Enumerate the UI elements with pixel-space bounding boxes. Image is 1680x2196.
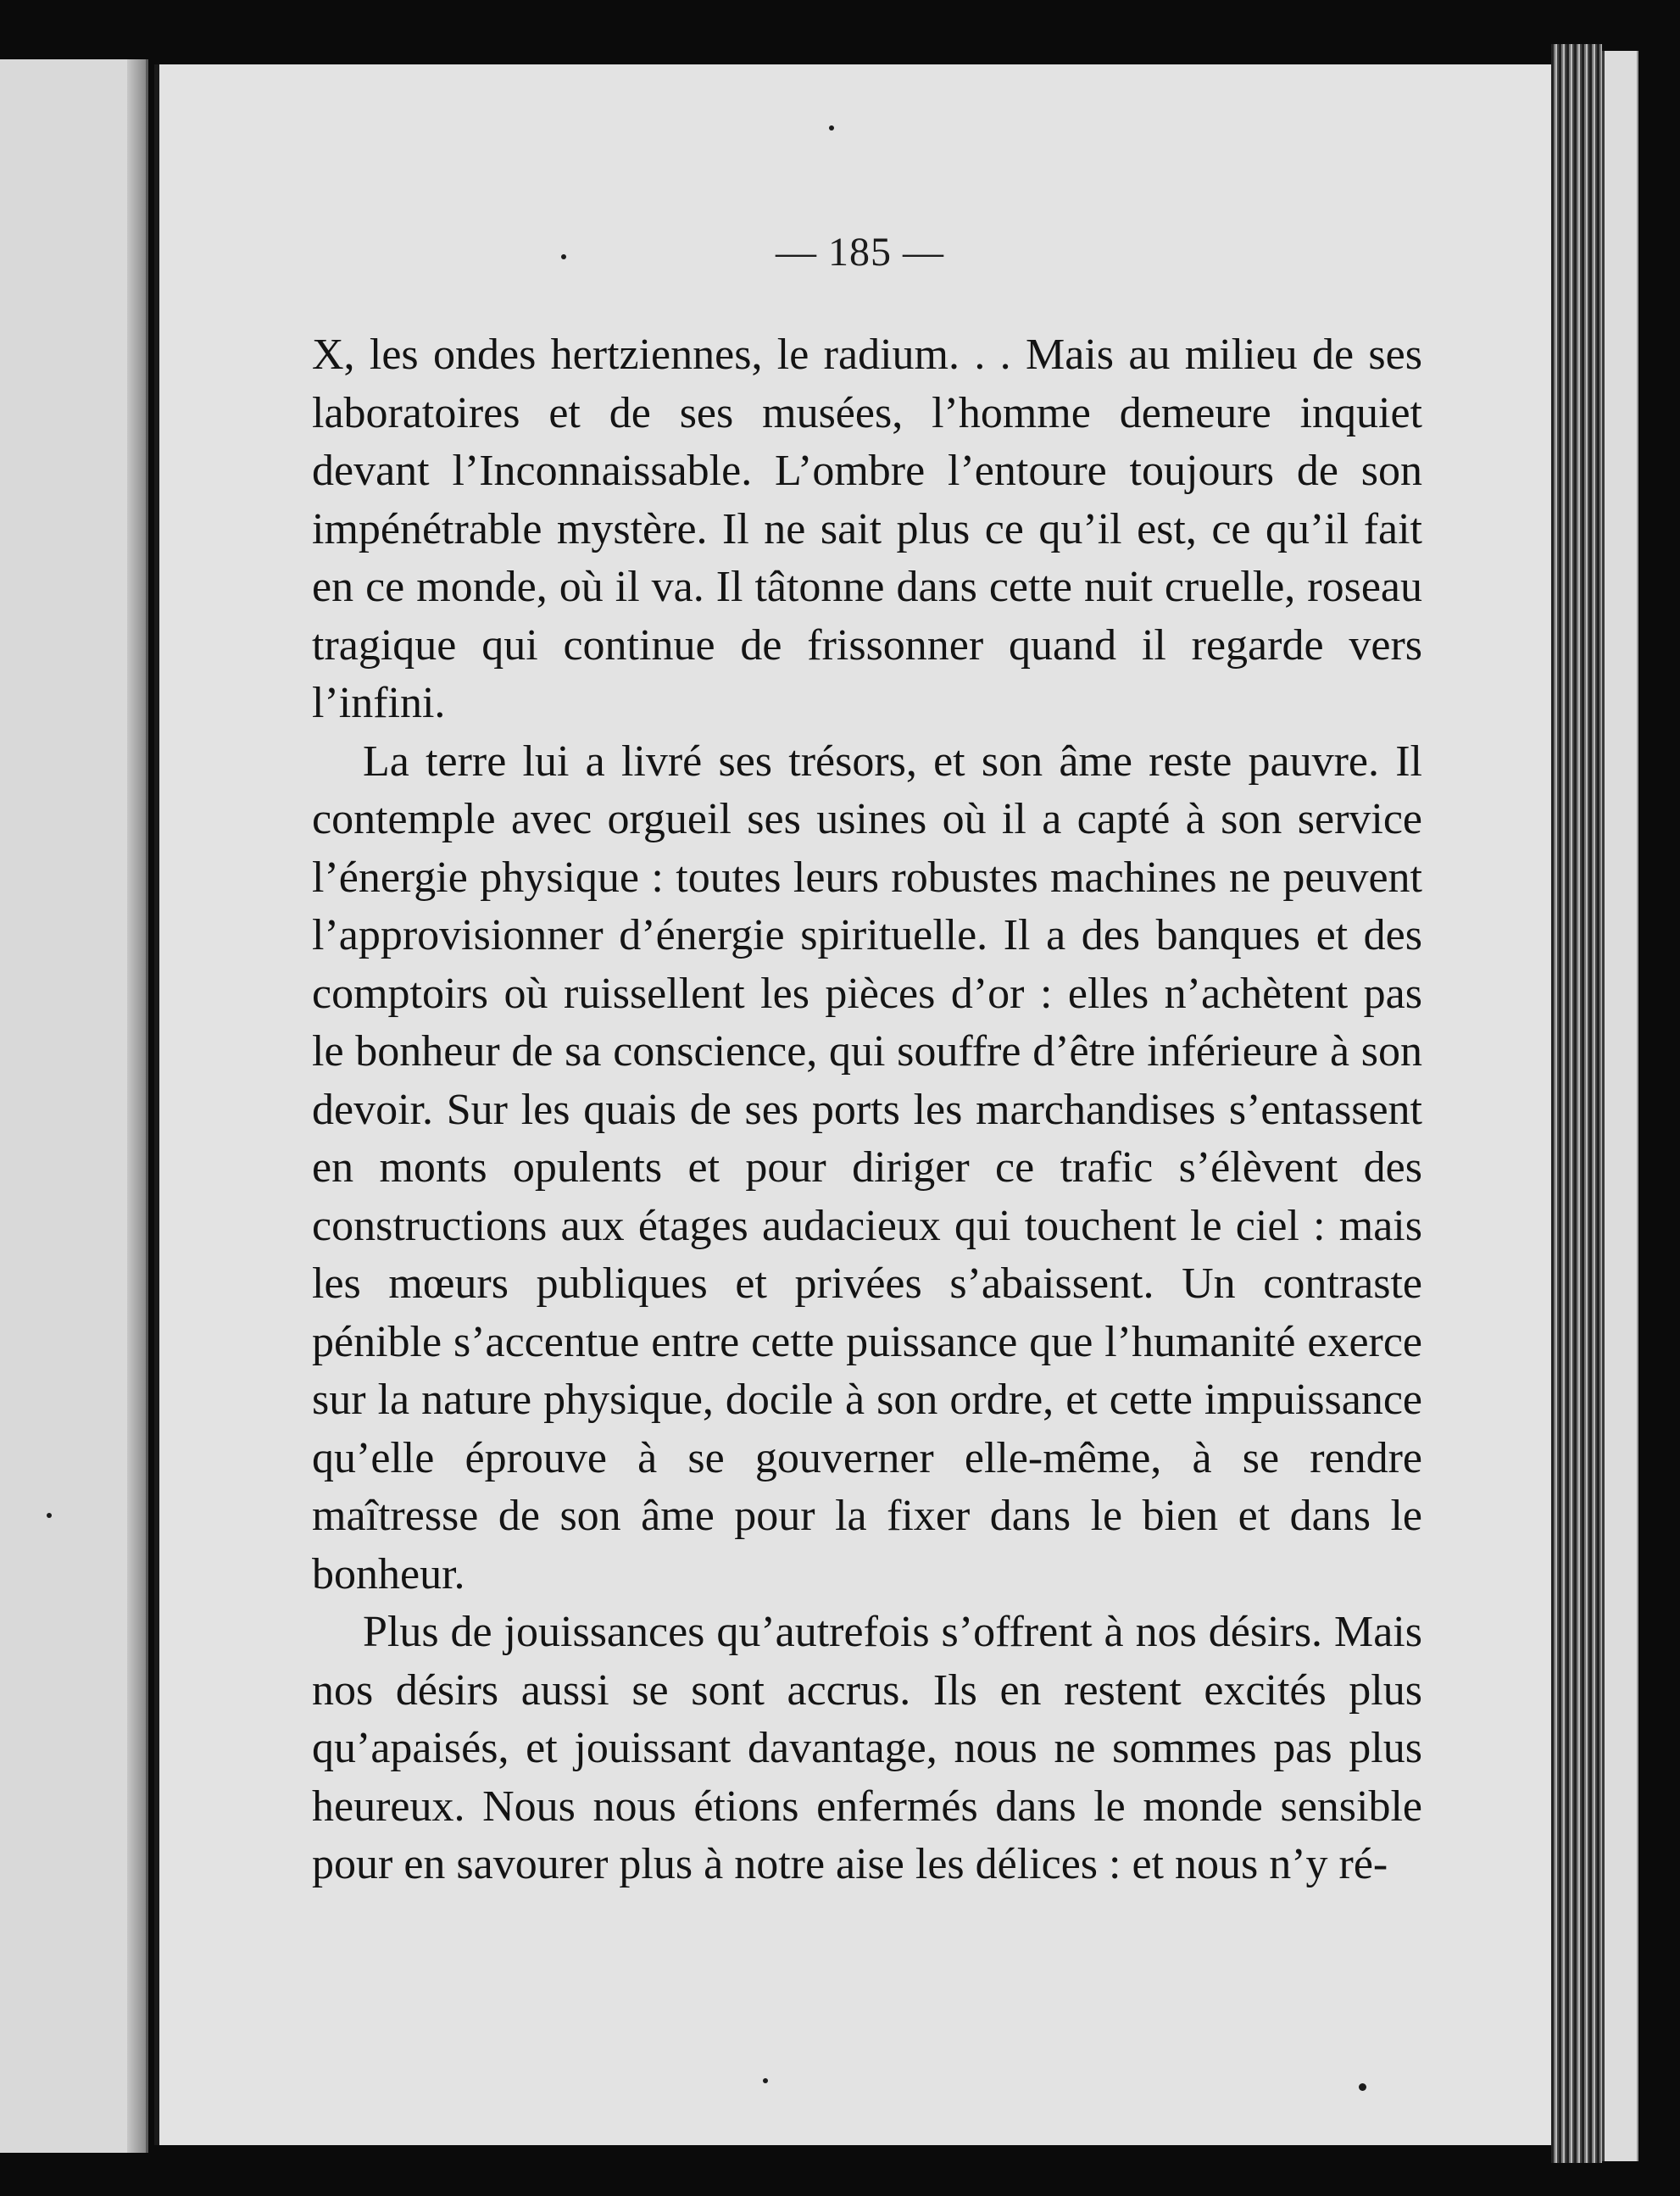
paragraph-3: Plus de jouissances qu’autrefois s’offrent à nos désirs. Mais nos désirs aussi se sont accrus. Ils en restent excités plus qu’apaisés, et jouissant davantage, nous ne sommes pas plus heureux. Nous nous étions enfermés dans le monde sensible pour en savourer plus à notre aise les délices : et nous n’y ré- (312, 1608, 1422, 1888)
scan-speck (1359, 2083, 1366, 2091)
scan-speck (47, 1513, 52, 1518)
paragraph-1: X, les ondes hertziennes, le radium. . . Mais au milieu de ses laboratoires et de ses musées, l’homme demeure inquiet devant l’Inconnaissable. L’ombre l’entoure toujours de son impénétrable mystère. Il ne sait plus ce qu’il est, ce qu’il fait en ce monde, où il va. Il tâtonne dans cette nuit cruelle, roseau tragique qui continue de frissonner quand il regarde vers l’infini. (312, 331, 1422, 727)
paragraph-2: La terre lui a livré ses trésors, et son âme reste pauvre. Il contemple avec orgueil ses usines où il a capté à son service l’énergie physique : toutes leurs robustes machines ne peuvent l’approvisionner d’énergie spirituelle. Il a des banques et des comptoirs où ruissellent les pièces d’or : elles n’achètent pas le bonheur de sa conscience, qui souffre d’être inférieure à son devoir. Sur les quais de ses ports les marchandises s’entassent en monts opulents et pour diriger ce trafic s’élèvent des constructions aux étages audacieux qui touchent le ciel : mais les mœurs publiques et privées s’abaissent. Un contraste pénible s’accentue entre cette puissance que l’humanité exerce sur la nature physique, docile à son ordre, et cette impuissance qu’elle éprouve à se gouverner elle-même, à se rendre maîtresse de son âme pour la fixer dans le bien et dans le bonheur. (312, 737, 1422, 1598)
page-gutter-shadow (127, 59, 146, 2153)
scan-speck (829, 125, 834, 131)
page-number: — 185 — (776, 230, 944, 275)
page-stack-outer-edge (1602, 51, 1638, 2161)
page-stack-edges (1551, 44, 1602, 2163)
body-text (312, 326, 1422, 1894)
previous-page-edge (0, 59, 148, 2153)
scan-speck (561, 254, 566, 259)
scan-speck (763, 2078, 768, 2083)
